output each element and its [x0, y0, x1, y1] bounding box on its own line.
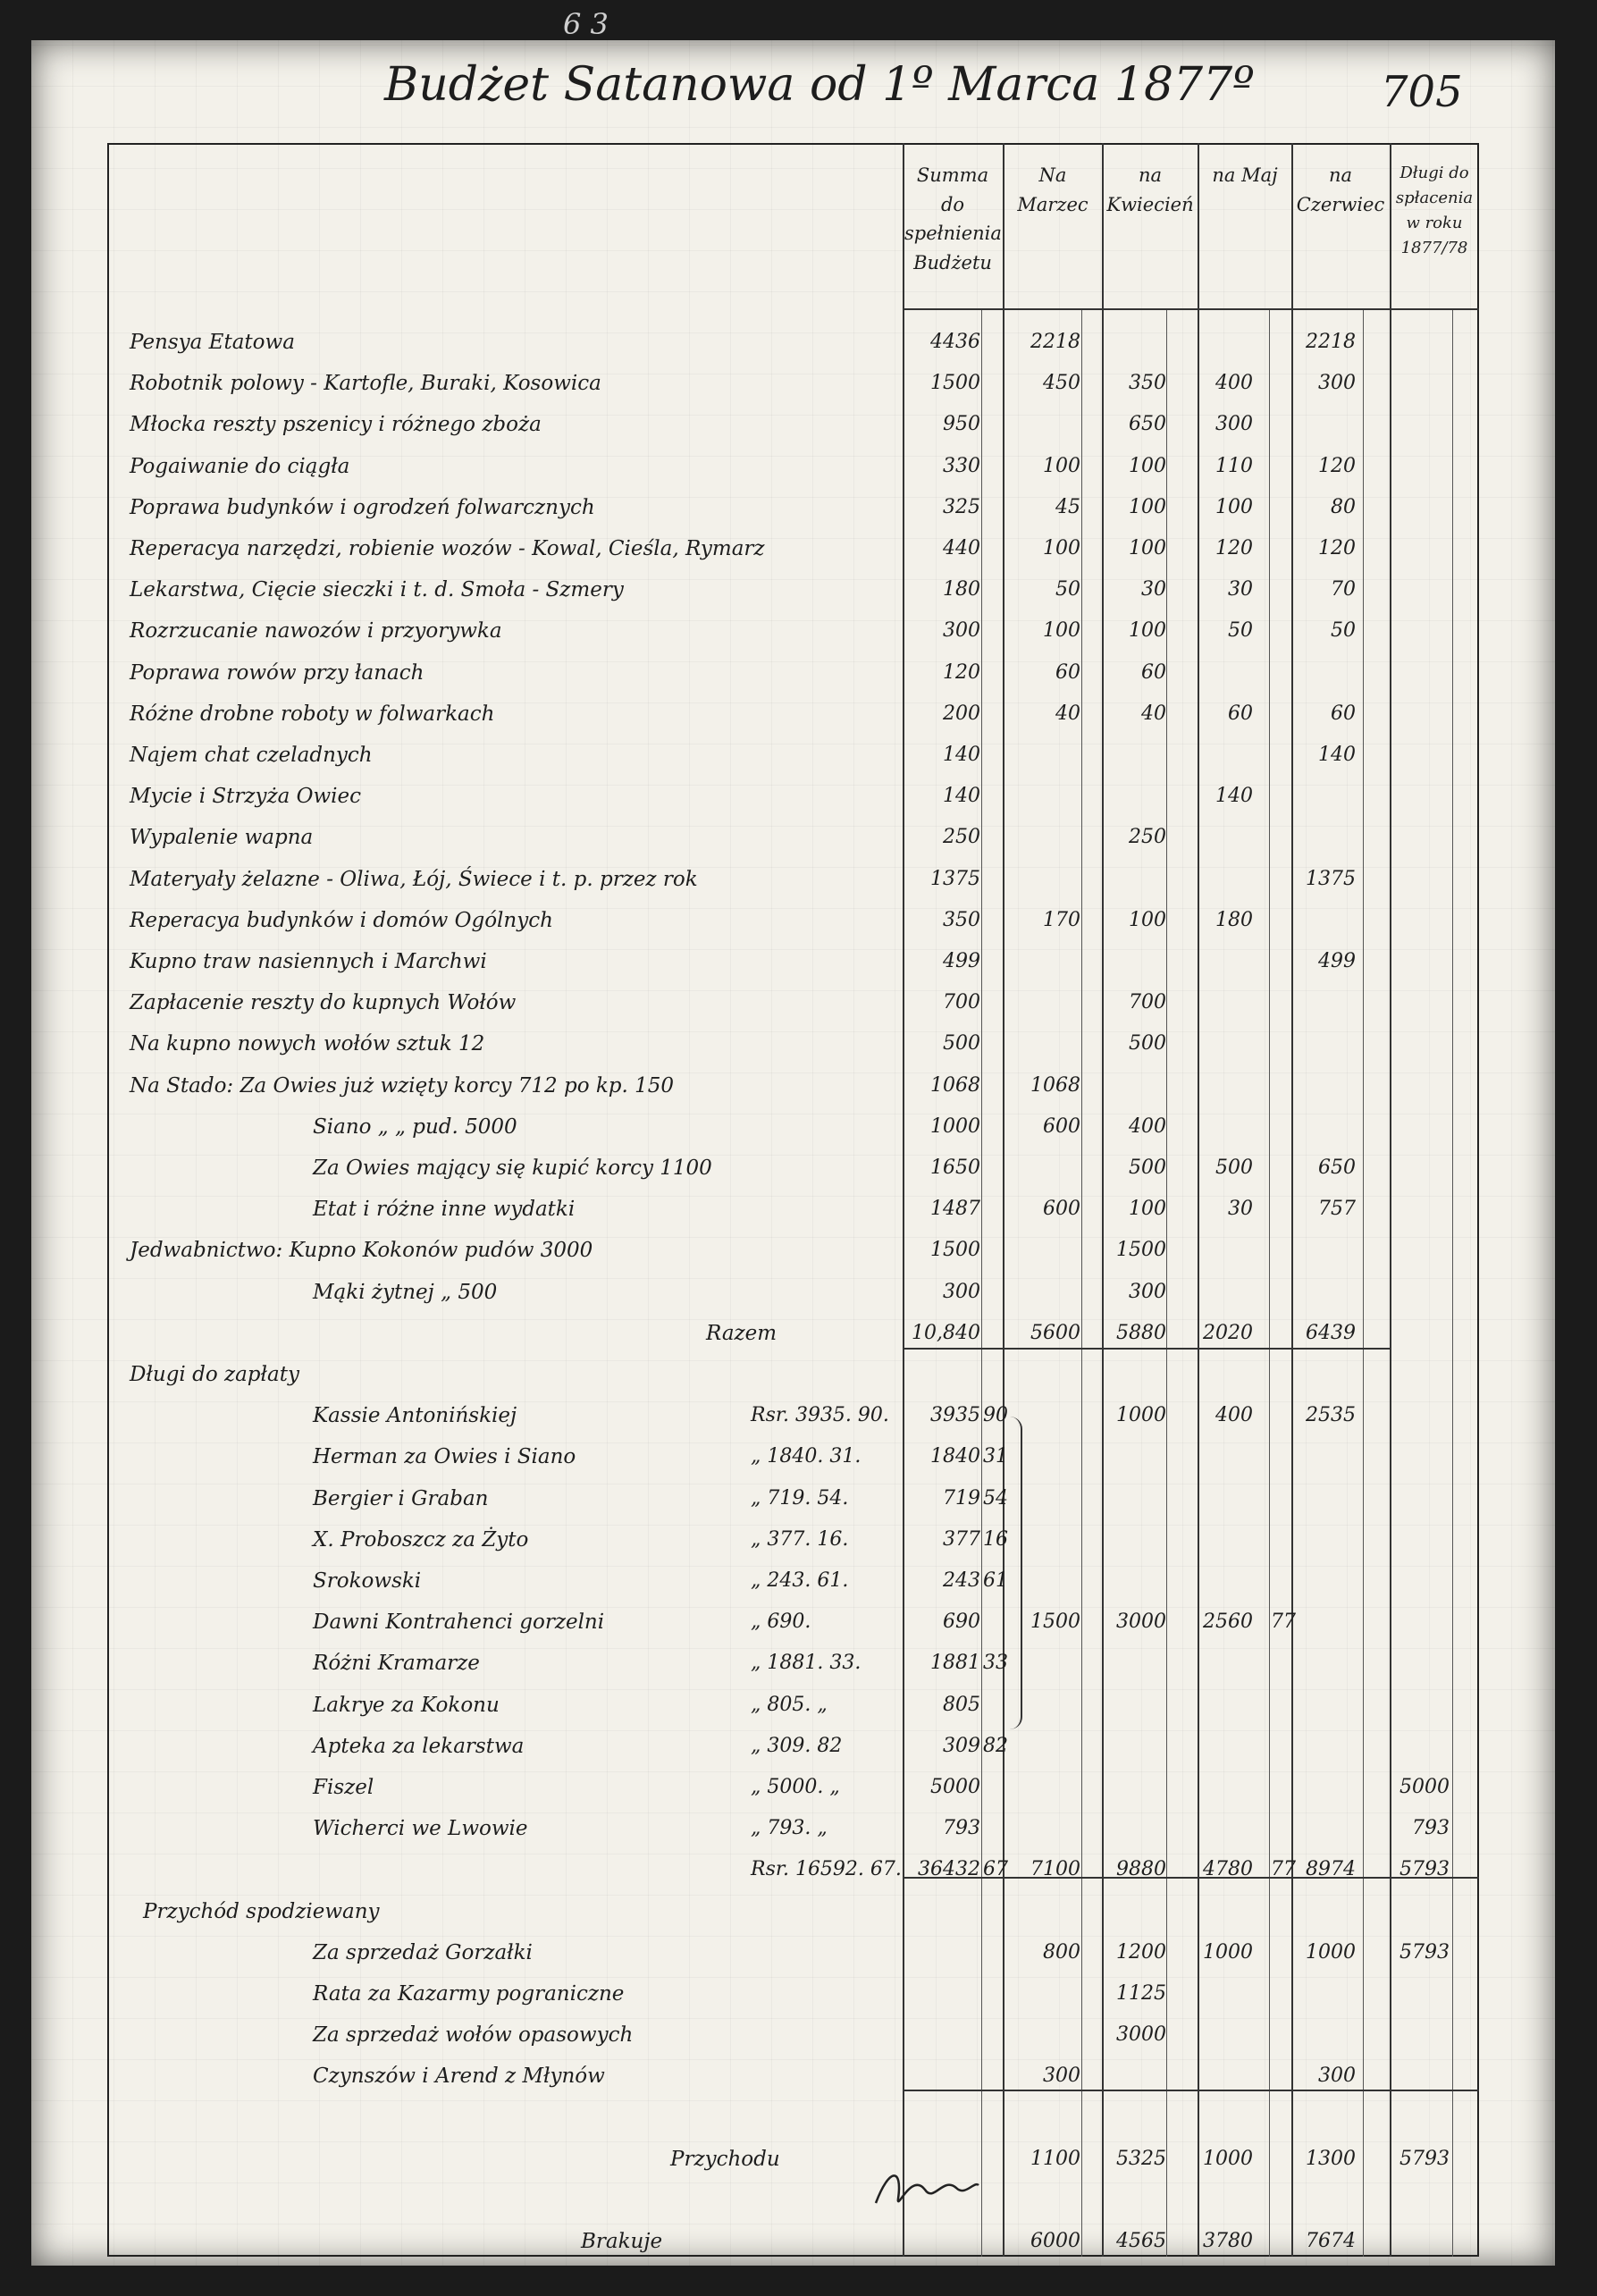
- cell-jun: 6439: [1306, 1321, 1356, 1344]
- row-reference: Rsr. 3935. 90.: [751, 1404, 889, 1427]
- cell-apr: 9880: [1116, 1858, 1166, 1881]
- row-reference: „ 243. 61.: [751, 1569, 849, 1592]
- cell-apr: 5325: [1116, 2147, 1166, 2170]
- debt-brace: [1008, 1417, 1022, 1729]
- cell-may: 110: [1215, 454, 1253, 477]
- cell-mar: 6000: [1030, 2230, 1080, 2253]
- table-row: [0, 1765, 1597, 1806]
- cell-mar: 1500: [1030, 1611, 1080, 1634]
- folio-number: 705: [1381, 67, 1463, 117]
- cell-total: 1650: [930, 1156, 980, 1179]
- table-row: [0, 2096, 1597, 2137]
- cell-apr: 100: [1129, 454, 1166, 477]
- cell-total: 200: [943, 702, 980, 725]
- cell-apr: 100: [1129, 619, 1166, 643]
- cell-total: 1881: [930, 1652, 980, 1675]
- cell-may: 180: [1215, 908, 1253, 931]
- table-row: [0, 2178, 1597, 2219]
- cell-total_f: 31: [983, 1445, 1008, 1468]
- table-row: [0, 320, 1597, 361]
- cell-total: 1500: [930, 372, 980, 395]
- table-row: [0, 733, 1597, 774]
- cell-mar: 7100: [1030, 1858, 1080, 1881]
- cell-total: 1487: [930, 1198, 980, 1221]
- cell-total: 700: [943, 991, 980, 1014]
- cell-mar: 100: [1043, 537, 1080, 559]
- cell-apr: 100: [1129, 1198, 1166, 1221]
- table-row: [0, 1105, 1597, 1146]
- cell-apr: 500: [1129, 1032, 1166, 1055]
- cell-total: 350: [943, 908, 980, 931]
- row-reference: „ 719. 54.: [751, 1486, 849, 1510]
- table-row: [0, 2137, 1597, 2178]
- row-reference: „ 793. „: [751, 1817, 828, 1840]
- table-row: [0, 1600, 1597, 1641]
- row-label: Fiszel: [313, 1776, 374, 1799]
- table-row: [0, 361, 1597, 402]
- row-label: Reperacya budynków i domów Ogólnych: [130, 908, 553, 932]
- cell-mar: 1068: [1030, 1073, 1080, 1097]
- cell-apr: 1125: [1116, 1982, 1166, 2005]
- row-label: Mąki żytnej „ 500: [313, 1280, 498, 1304]
- cell-total: 140: [943, 744, 980, 766]
- cell-total_f: 90: [983, 1404, 1008, 1427]
- cell-may: 30: [1228, 578, 1253, 601]
- table-row: [0, 1559, 1597, 1600]
- row-label: Młocka reszty pszenicy i różnego zboża: [130, 413, 542, 437]
- cell-jun: 140: [1318, 744, 1356, 766]
- cell-total: 300: [943, 619, 980, 643]
- table-row: [0, 1476, 1597, 1518]
- table-row: [0, 980, 1597, 1022]
- cell-debt: 5000: [1399, 1776, 1450, 1798]
- cell-apr: 1500: [1116, 1239, 1166, 1262]
- table-row: [0, 609, 1597, 650]
- row-label: Różne drobne roboty w folwarkach: [130, 702, 495, 726]
- cell-mar: 800: [1043, 1940, 1080, 1964]
- table-row: [0, 1724, 1597, 1765]
- table-row: [0, 1806, 1597, 1847]
- cell-apr: 3000: [1116, 1611, 1166, 1634]
- row-label: Siano „ „ pud. 5000: [313, 1114, 517, 1139]
- cell-total: 1500: [930, 1239, 980, 1262]
- row-label: Wicherci we Lwowie: [313, 1817, 528, 1841]
- cell-jun: 499: [1318, 950, 1356, 972]
- cell-total_f: 54: [983, 1486, 1008, 1510]
- cell-total: 950: [943, 413, 980, 436]
- cell-apr: 250: [1129, 826, 1166, 849]
- cell-debt: 793: [1412, 1817, 1450, 1840]
- row-label: Rata za Kazarmy pograniczne: [313, 1982, 625, 2006]
- cell-total: 300: [943, 1280, 980, 1303]
- cell-total_f: 33: [983, 1652, 1008, 1675]
- row-label: Reperacya narzędzi, robienie wozów - Kowal, Cieśla, Rymarz: [130, 537, 765, 560]
- cell-jun: 8974: [1306, 1858, 1356, 1881]
- cell-total: 500: [943, 1032, 980, 1055]
- row-label: Materyały żelazne - Oliwa, Łój, Świece i t. p. przez rok: [130, 867, 698, 891]
- signature-flourish: [871, 2163, 983, 2216]
- cell-apr: 4565: [1116, 2230, 1166, 2253]
- row-label: Brakuje: [581, 2230, 663, 2254]
- row-label: Długi do zapłaty: [130, 1363, 299, 1386]
- cell-total: 690: [943, 1611, 980, 1634]
- row-label: Robotnik polowy - Kartofle, Buraki, Kosowica: [130, 372, 601, 396]
- cell-may: 3780: [1203, 2230, 1253, 2253]
- cell-apr: 350: [1129, 372, 1166, 395]
- cell-mar: 45: [1055, 495, 1080, 518]
- table-row: [0, 1311, 1597, 1352]
- cell-mar: 600: [1043, 1198, 1080, 1221]
- cell-total: 1840: [930, 1445, 980, 1468]
- table-row: [0, 1930, 1597, 1972]
- cell-mar: 50: [1055, 578, 1080, 601]
- cell-total: 10,840: [912, 1321, 980, 1344]
- table-row: [0, 1847, 1597, 1888]
- cell-mar: 100: [1043, 619, 1080, 643]
- cell-may: 400: [1215, 1404, 1253, 1427]
- cell-jun: 50: [1331, 619, 1356, 643]
- cell-apr: 30: [1141, 578, 1166, 601]
- cell-jun: 2535: [1306, 1404, 1356, 1427]
- row-reference: „ 1840. 31.: [751, 1445, 862, 1468]
- cell-may: 100: [1215, 495, 1253, 518]
- cell-mar: 40: [1055, 702, 1080, 725]
- column-header-total: Summa do spełnienia Budżetu: [904, 164, 1002, 273]
- cell-total: 243: [943, 1569, 980, 1592]
- cell-may: 4780: [1203, 1858, 1253, 1881]
- row-label: Bergier i Graban: [313, 1486, 489, 1510]
- cell-total: 120: [943, 660, 980, 684]
- row-reference: „ 805. „: [751, 1693, 828, 1716]
- column-header-debts: Długi do spłacenia w roku 1877/78: [1395, 164, 1474, 257]
- cell-apr: 650: [1129, 413, 1166, 436]
- table-row: [0, 1146, 1597, 1187]
- cell-apr: 700: [1129, 991, 1166, 1014]
- cell-may: 50: [1228, 619, 1253, 643]
- row-reference: „ 377. 16.: [751, 1527, 849, 1551]
- table-row: [0, 1022, 1597, 1063]
- cell-apr: 100: [1129, 537, 1166, 559]
- row-label: Za Owies mający się kupić korcy 1100: [313, 1156, 712, 1180]
- header-rule: [903, 308, 1479, 310]
- row-label: X. Proboszcz za Żyto: [313, 1527, 529, 1552]
- row-label: Razem: [706, 1321, 777, 1345]
- row-label: Przychód spodziewany: [143, 1899, 380, 1923]
- cell-may: 30: [1228, 1198, 1253, 1221]
- cell-total: 1000: [930, 1114, 980, 1138]
- cell-jun: 650: [1318, 1156, 1356, 1179]
- row-reference: „ 690.: [751, 1611, 811, 1634]
- cell-total: 250: [943, 826, 980, 849]
- table-row: [0, 1683, 1597, 1724]
- cell-total: 325: [943, 495, 980, 518]
- cell-may: 1000: [1203, 1940, 1253, 1964]
- column-header-may: na Maj: [1212, 164, 1278, 186]
- row-label: Różni Kramarze: [313, 1652, 480, 1676]
- row-label: Pogaiwanie do ciągła: [130, 454, 350, 478]
- cell-jun: 1000: [1306, 1940, 1356, 1964]
- cell-apr: 40: [1141, 702, 1166, 725]
- cell-jun_f: 77: [1271, 1611, 1296, 1634]
- row-label: Rozrzucanie nawozów i przyorywka: [130, 619, 502, 643]
- cell-total: 499: [943, 950, 980, 972]
- cell-total: 1068: [930, 1073, 980, 1097]
- table-row: [0, 1187, 1597, 1228]
- row-label: Na Stado: Za Owies już wzięty korcy 712 po kp. 150: [130, 1073, 675, 1098]
- cell-total: 4436: [930, 331, 980, 353]
- row-label: Pensya Etatowa: [130, 331, 295, 354]
- row-label: Zapłacenie reszty do kupnych Wołów: [130, 991, 517, 1015]
- cell-may: 400: [1215, 372, 1253, 395]
- cell-apr: 500: [1129, 1156, 1166, 1179]
- cell-total: 793: [943, 1817, 980, 1840]
- table-row: [0, 1270, 1597, 1311]
- row-label: Poprawa rowów przy łanach: [130, 660, 424, 685]
- row-label: Kupno traw nasiennych i Marchwi: [130, 950, 487, 973]
- cell-jun: 60: [1331, 702, 1356, 725]
- row-label: Na kupno nowych wołów sztuk 12: [130, 1032, 485, 1056]
- cell-may: 1000: [1203, 2147, 1253, 2170]
- cell-jun: 1375: [1306, 867, 1356, 890]
- cell-apr: 1000: [1116, 1404, 1166, 1427]
- cell-total: 3935: [930, 1404, 980, 1427]
- row-reference: „ 1881. 33.: [751, 1652, 862, 1675]
- cell-total_f: 67: [983, 1858, 1008, 1881]
- cell-mar: 1100: [1030, 2147, 1080, 2170]
- row-label: Najem chat czeladnych: [130, 744, 373, 767]
- cell-total: 309: [943, 1734, 980, 1757]
- table-row: [0, 2013, 1597, 2054]
- cell-apr: 60: [1141, 660, 1166, 684]
- row-label: Za sprzedaż wołów opasowych: [313, 2023, 634, 2048]
- cell-total: 440: [943, 537, 980, 559]
- row-label: Mycie i Strzyża Owiec: [130, 785, 362, 809]
- row-reference: „ 5000. „: [751, 1776, 840, 1798]
- table-row: [0, 1064, 1597, 1105]
- cell-mar: 5600: [1030, 1321, 1080, 1344]
- cell-may: 500: [1215, 1156, 1253, 1179]
- cell-mar: 2218: [1030, 331, 1080, 353]
- table-row: [0, 1889, 1597, 1930]
- table-row: [0, 2054, 1597, 2095]
- table-row: [0, 692, 1597, 733]
- cell-total: 36432: [918, 1858, 980, 1881]
- cell-jun_f: 77: [1271, 1858, 1296, 1881]
- row-label: Etat i różne inne wydatki: [313, 1198, 576, 1222]
- cell-mar: 300: [1043, 2065, 1080, 2088]
- cell-may: 2560: [1203, 1611, 1253, 1634]
- cell-jun: 2218: [1306, 331, 1356, 353]
- row-label: Poprawa budynków i ogrodzeń folwarcznych: [130, 495, 595, 519]
- row-label: Za sprzedaż Gorzałki: [313, 1940, 533, 1964]
- table-row: [0, 857, 1597, 898]
- cell-apr: 100: [1129, 908, 1166, 931]
- row-label: Lakrye za Kokonu: [313, 1693, 500, 1717]
- cell-may: 300: [1215, 413, 1253, 436]
- row-label: Apteka za lekarstwa: [313, 1734, 525, 1758]
- cell-may: 60: [1228, 702, 1253, 725]
- cell-total_f: 82: [983, 1734, 1008, 1757]
- cell-jun: 120: [1318, 454, 1356, 477]
- cell-total: 5000: [930, 1776, 980, 1798]
- row-label: Lekarstwa, Cięcie sieczki i t. d. Smoła - Szmery: [130, 578, 624, 602]
- table-row: [0, 651, 1597, 692]
- cell-total_f: 61: [983, 1569, 1008, 1592]
- row-reference: Rsr. 16592. 67.: [751, 1858, 902, 1881]
- row-label: Kassie Antonińskiej: [313, 1404, 517, 1428]
- cell-jun: 80: [1331, 495, 1356, 518]
- cell-mar: 600: [1043, 1114, 1080, 1138]
- column-header-june: na Czerwiec: [1296, 164, 1385, 215]
- table-row: [0, 1518, 1597, 1559]
- row-label: Srokowski: [313, 1569, 422, 1593]
- cell-jun: 300: [1318, 372, 1356, 395]
- cell-total_f: 16: [983, 1527, 1008, 1551]
- cell-total: 805: [943, 1693, 980, 1716]
- row-label: Herman za Owies i Siano: [313, 1445, 576, 1469]
- cell-total: 377: [943, 1527, 980, 1551]
- table-row: [0, 2219, 1597, 2260]
- cell-apr: 400: [1129, 1114, 1166, 1138]
- cell-jun: 70: [1331, 578, 1356, 601]
- table-row: [0, 1641, 1597, 1682]
- cell-debt: 5793: [1399, 1858, 1450, 1881]
- cell-total: 1375: [930, 867, 980, 890]
- row-label: Dawni Kontrahenci gorzelni: [313, 1611, 605, 1635]
- cell-jun: 757: [1318, 1198, 1356, 1221]
- row-label: Jedwabnictwo: Kupno Kokonów pudów 3000: [130, 1239, 593, 1263]
- row-label: Wypalenie wapna: [130, 826, 314, 850]
- table-row: [0, 1352, 1597, 1393]
- table-row: [0, 774, 1597, 815]
- cell-may: 2020: [1203, 1321, 1253, 1344]
- cell-total: 330: [943, 454, 980, 477]
- cell-total: 140: [943, 785, 980, 808]
- cell-jun: 7674: [1306, 2230, 1356, 2253]
- cell-mar: 170: [1043, 908, 1080, 931]
- cell-mar: 60: [1055, 660, 1080, 684]
- column-header-april: na Kwiecień: [1106, 164, 1194, 215]
- cell-apr: 3000: [1116, 2023, 1166, 2047]
- row-reference: „ 309. 82: [751, 1734, 843, 1757]
- cell-mar: 450: [1043, 372, 1080, 395]
- cell-may: 120: [1215, 537, 1253, 559]
- table-row: [0, 939, 1597, 980]
- cell-total: 180: [943, 578, 980, 601]
- table-row: [0, 1393, 1597, 1434]
- row-label: Przychodu: [670, 2147, 780, 2171]
- cell-may: 140: [1215, 785, 1253, 808]
- cell-apr: 100: [1129, 495, 1166, 518]
- table-row: [0, 444, 1597, 485]
- table-row: [0, 526, 1597, 568]
- cell-jun: 120: [1318, 537, 1356, 559]
- row-label: Czynszów i Arend z Młynów: [313, 2065, 605, 2089]
- table-row: [0, 1228, 1597, 1269]
- table-row: [0, 402, 1597, 443]
- table-row: [0, 1972, 1597, 2013]
- cell-apr: 300: [1129, 1280, 1166, 1303]
- page-mark: 6 3: [563, 7, 609, 41]
- table-row: [0, 1434, 1597, 1476]
- page-title: Budżet Satanowa od 1º Marca 1877º: [384, 58, 1255, 112]
- cell-total: 719: [943, 1486, 980, 1510]
- table-row: [0, 485, 1597, 526]
- cell-jun: 300: [1318, 2065, 1356, 2088]
- cell-mar: 100: [1043, 454, 1080, 477]
- cell-apr: 1200: [1116, 1940, 1166, 1964]
- table-row: [0, 568, 1597, 609]
- column-header-march: Na Marzec: [1017, 164, 1088, 215]
- cell-debt: 5793: [1399, 1940, 1450, 1964]
- cell-jun: 1300: [1306, 2147, 1356, 2170]
- table-row: [0, 898, 1597, 939]
- table-row: [0, 815, 1597, 856]
- cell-debt: 5793: [1399, 2147, 1450, 2170]
- cell-apr: 5880: [1116, 1321, 1166, 1344]
